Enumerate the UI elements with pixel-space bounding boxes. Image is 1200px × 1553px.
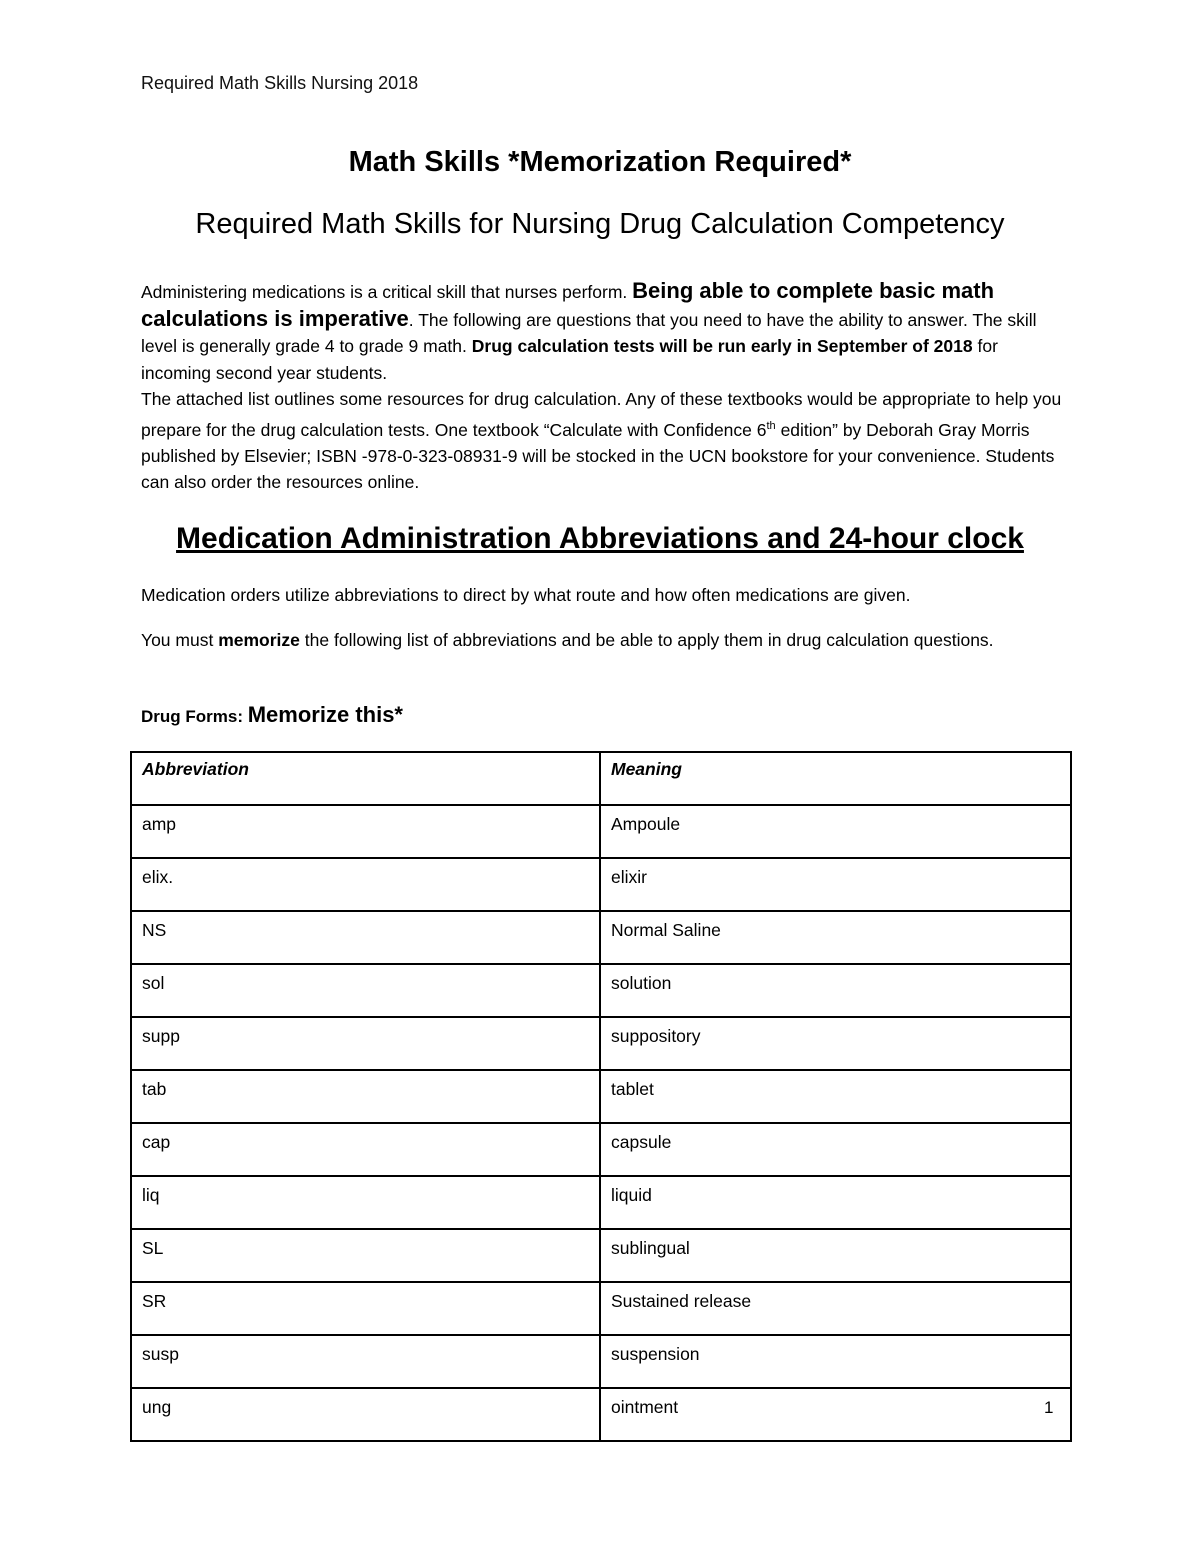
- table-row: [131, 1070, 1071, 1123]
- abbreviation-cell: SR: [131, 1282, 600, 1335]
- table-row: [131, 805, 1071, 858]
- table-row: [131, 1282, 1071, 1335]
- meaning-cell: solution: [600, 964, 1071, 1017]
- meaning-cell: liquid: [600, 1176, 1071, 1229]
- table-row: [131, 1123, 1071, 1176]
- memorize-after: the following list of abbreviations and be able to apply them in drug calculation questions.: [304, 630, 994, 650]
- meaning-cell: sublingual: [600, 1229, 1071, 1282]
- table-row: [131, 1017, 1071, 1070]
- intro-superscript: th: [766, 419, 776, 432]
- intro-sentence-1: Administering medications is a critical skill that nurses perform.: [141, 282, 628, 302]
- drug-forms-prefix: Drug Forms:: [141, 707, 243, 726]
- abbreviation-cell: supp: [131, 1017, 600, 1070]
- drug-forms-label: [141, 702, 403, 728]
- intro-sentence-3: . The following are questions that you need to have the ability to answer. The skill level is generally grade 4 to grade 9 math.: [141, 309, 1037, 356]
- memorize-paragraph: [141, 627, 1066, 654]
- document-subtitle: Required Math Skills for Nursing Drug Calculation Competency: [195, 208, 1005, 240]
- table-row: [131, 858, 1071, 911]
- table-row: [131, 1229, 1071, 1282]
- table-row: [131, 911, 1071, 964]
- meaning-cell: Ampoule: [600, 805, 1071, 858]
- abbreviation-cell: NS: [131, 911, 600, 964]
- abbreviation-cell: cap: [131, 1123, 600, 1176]
- intro-emphasis: Being able to complete basic math calculations is imperative: [141, 278, 995, 331]
- table-header-row: [131, 752, 1071, 805]
- meaning-cell: elixir: [600, 858, 1071, 911]
- intro-isbn: edition” by Deborah Gray Morris published by Elsevier; ISBN -978-0-323-08931-9 will be stocked in the UCN bookstore for your convenience. Students can also order the resources online.: [141, 419, 1055, 493]
- meaning-cell: suspension: [600, 1335, 1071, 1388]
- abbreviation-cell: liq: [131, 1176, 600, 1229]
- abbreviation-cell: elix.: [131, 858, 600, 911]
- abbreviation-cell: amp: [131, 805, 600, 858]
- table-row: [131, 1388, 1071, 1441]
- abbreviation-cell: susp: [131, 1335, 600, 1388]
- table-row: [131, 1335, 1071, 1388]
- intro-paragraph: [141, 278, 1066, 496]
- abbreviation-cell: ung: [131, 1388, 600, 1441]
- intro-resources: The attached list outlines some resources for drug calculation. Any of these textbooks would be appropriate to help you prepare for the drug calculation tests. One textbook “Calculate with Confidence 6: [141, 389, 1062, 440]
- meaning-cell: tablet: [600, 1070, 1071, 1123]
- header-meaning: Meaning: [600, 752, 1071, 805]
- document-title: Math Skills *Memorization Required*: [348, 146, 852, 178]
- meaning-cell: suppository: [600, 1017, 1071, 1070]
- abbreviation-cell: sol: [131, 964, 600, 1017]
- abbreviation-cell: SL: [131, 1229, 600, 1282]
- meaning-cell: capsule: [600, 1123, 1071, 1176]
- abbreviation-cell: tab: [131, 1070, 600, 1123]
- drug-forms-emphasis: Memorize this*: [247, 702, 403, 727]
- table-row: [131, 1176, 1071, 1229]
- memorize-bold: memorize: [218, 630, 300, 650]
- section-heading: Medication Administration Abbreviations and 24-hour clock: [176, 522, 1024, 555]
- meaning-cell: ointment: [600, 1388, 1071, 1441]
- meaning-cell: Normal Saline: [600, 911, 1071, 964]
- abbreviation-table: [130, 751, 1072, 1442]
- header-abbreviation: Abbreviation: [131, 752, 600, 805]
- intro-sentence-5: for incoming second year students.: [141, 336, 998, 383]
- intro-test-date: Drug calculation tests will be run early in September of 2018: [471, 336, 973, 356]
- page-number: 1: [1044, 1398, 1054, 1417]
- table-row: [131, 964, 1071, 1017]
- page-header: Required Math Skills Nursing 2018: [141, 73, 419, 93]
- meaning-cell: Sustained release: [600, 1282, 1071, 1335]
- memorize-before: You must: [141, 630, 214, 650]
- orders-paragraph: Medication orders utilize abbreviations to direct by what route and how often medications are given.: [141, 585, 911, 605]
